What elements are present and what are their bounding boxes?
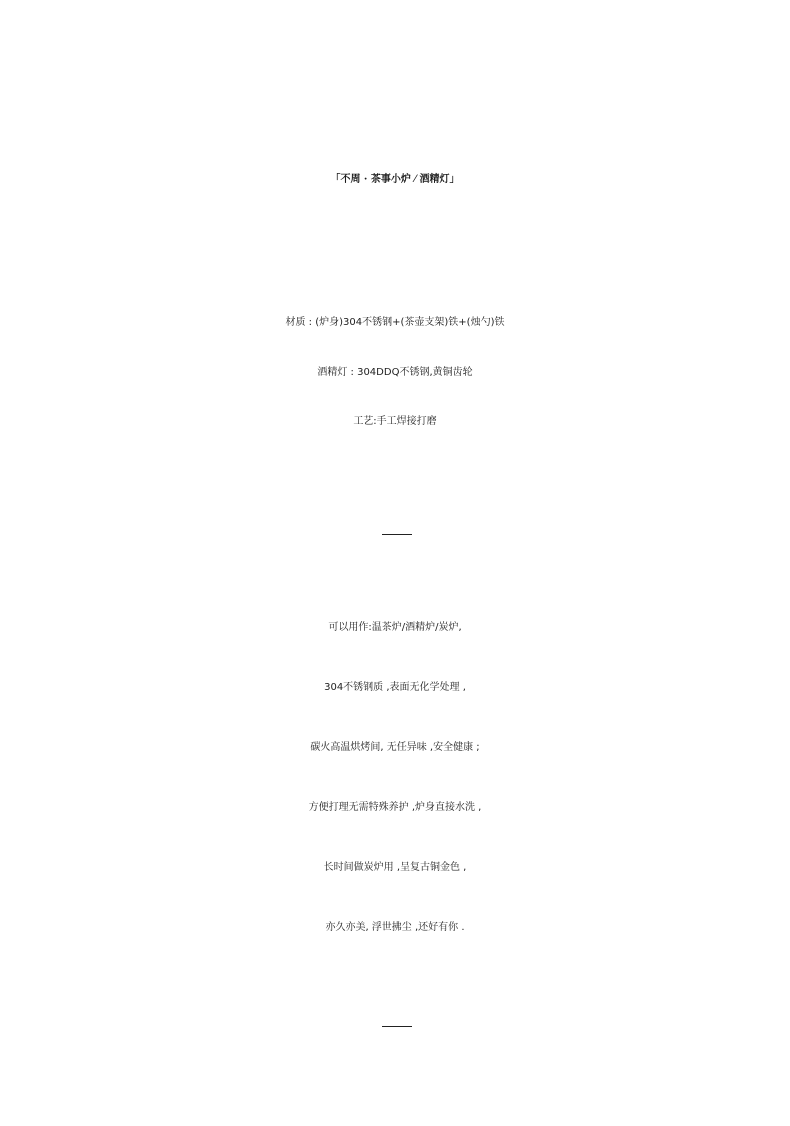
poem-line: 亦久亦美, 浮世拂尘 ,还好有你 .	[325, 922, 465, 933]
divider-bottom	[382, 1026, 412, 1027]
poem-line: 304不锈钢质 ,表面无化学处理 ,	[324, 682, 466, 693]
divider-top	[382, 534, 412, 535]
spec-craft: 工艺:手工焊接打磨	[353, 416, 437, 427]
spec-lamp: 酒精灯 : 304DDQ不锈钢,黄铜齿轮	[317, 367, 473, 378]
page-title: 「不周 · 茶事小炉 ⁄ 酒精灯」	[330, 174, 460, 185]
poem-line: 可以用作:温茶炉/酒精炉/炭炉,	[328, 622, 462, 633]
poem-line: 长时间做炭炉用 ,呈复古铜金色 ,	[323, 862, 467, 873]
poem-line: 方便打理无需特殊养护 ,炉身直接水洗 ,	[308, 802, 482, 813]
spec-material: 材质 : (炉身)304不锈钢+(茶壶支架)铁+(烛勺)铁	[285, 317, 505, 328]
poem-line: 碳火高温烘烤间, 无任异味 ,安全健康 ;	[310, 742, 480, 753]
